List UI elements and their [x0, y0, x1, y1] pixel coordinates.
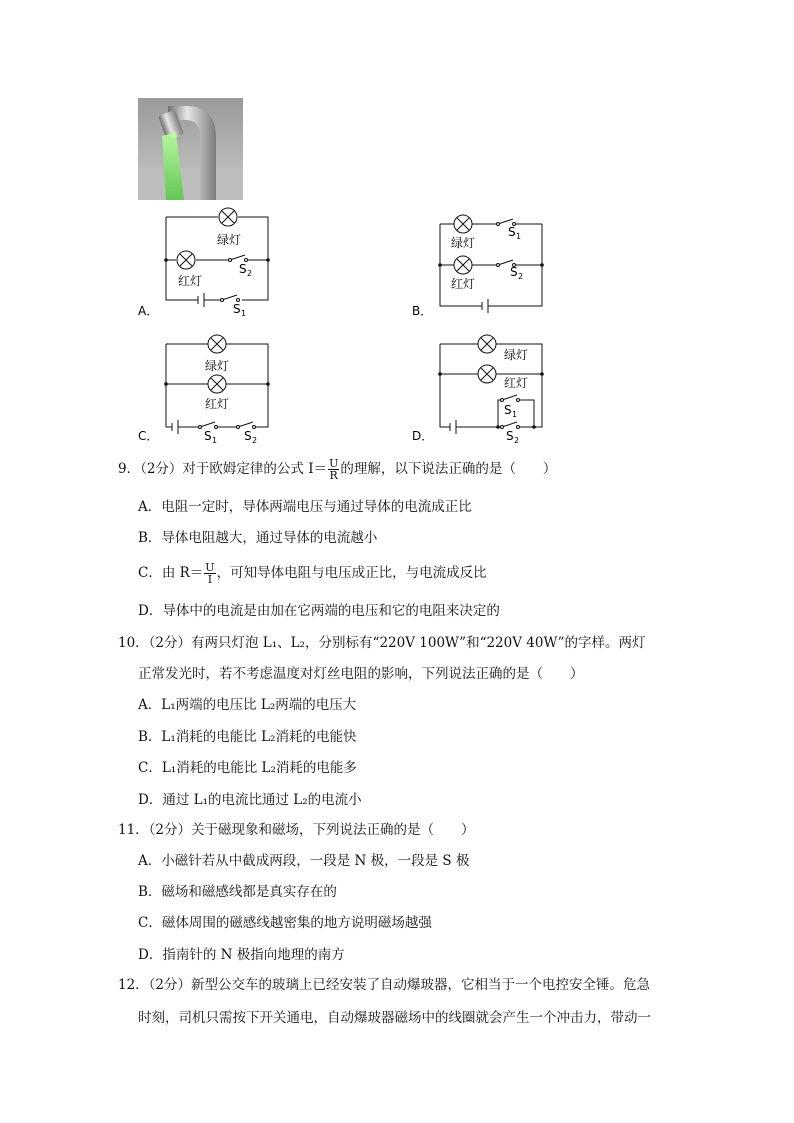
q11-option-b[interactable]: B．磁场和磁感线都是真实存在的 — [138, 884, 337, 900]
fraction-numerator: U — [329, 457, 339, 470]
circuit-diagram-a — [138, 205, 278, 320]
question-10-stem-line1: 10．（2分）有两只灯泡 L₁、L₂，分别标有“220V 100W”和“220V 40W”的字样。两灯 — [118, 635, 646, 651]
switch-s2-label: S — [510, 265, 518, 279]
q9-stem-suffix: 的理解，以下说法正确的是（ ） — [340, 461, 557, 477]
q9-option-b[interactable]: B．导体电阻越大，通过导体的电流越小 — [138, 530, 378, 546]
switch-s1-subscript: 1 — [516, 232, 522, 241]
q10-option-a[interactable]: A．L₁两端的电压比 L₂两端的电压大 — [138, 697, 357, 713]
switch-s2-label: S — [244, 429, 252, 443]
switch-s1-label: S — [233, 302, 241, 316]
circuit-diagram-b — [410, 210, 550, 320]
q9-option-c-suffix: ，可知导体电阻与电压成正比，与电流成反比 — [216, 565, 487, 581]
fraction-numerator: U — [205, 561, 215, 574]
switch-s2-subscript: 2 — [252, 436, 258, 445]
q10-option-c[interactable]: C．L₁消耗的电能比 L₂消耗的电能多 — [138, 760, 357, 776]
switch-s2-subscript: 2 — [247, 269, 253, 278]
q10-option-d[interactable]: D．通过 L₁的电流比通过 L₂的电流小 — [138, 792, 362, 808]
switch-s1-subscript: 1 — [512, 410, 518, 419]
option-c-label: C． — [138, 429, 159, 443]
faucet-photo — [138, 98, 243, 200]
option-a-label: A． — [138, 304, 159, 318]
q11-option-a[interactable]: A．小磁针若从中截成两段，一段是 N 极，一段是 S 极 — [138, 853, 470, 869]
switch-s1-label: S — [504, 403, 512, 417]
green-lamp-label: 绿灯 — [217, 233, 242, 247]
q11-option-c[interactable]: C．磁体周围的磁感线越密集的地方说明磁场越强 — [138, 915, 432, 931]
fraction-denominator: R — [329, 469, 338, 482]
q11-option-d[interactable]: D．指南针的 N 极指向地理的南方 — [138, 947, 345, 963]
red-lamp-label: 红灯 — [451, 277, 476, 291]
switch-s1-label: S — [204, 429, 212, 443]
switch-s2-subscript: 2 — [514, 436, 520, 445]
switch-s1-label: S — [508, 225, 516, 239]
resistance-fraction — [204, 562, 215, 585]
option-d-label: D． — [412, 429, 434, 443]
switch-s1-subscript: 1 — [212, 436, 218, 445]
question-10-stem-line2: 正常发光时，若不考虑温度对灯丝电阻的影响，下列说法正确的是（ ） — [138, 666, 584, 682]
q9-option-c-prefix: C．由 R＝ — [138, 565, 204, 581]
question-11-stem: 11．（2分）关于磁现象和磁场，下列说法正确的是（ ） — [118, 822, 475, 838]
ohm-fraction — [328, 458, 339, 481]
switch-s2-label: S — [506, 429, 514, 443]
green-lamp-label: 绿灯 — [504, 348, 529, 362]
circuit-diagram-d — [410, 332, 550, 447]
q9-option-a[interactable]: A．电阻一定时，导体两端电压与通过导体的电流成正比 — [138, 499, 472, 515]
switch-s2-subscript: 2 — [518, 272, 524, 281]
red-lamp-label: 红灯 — [178, 274, 203, 288]
green-lamp-label: 绿灯 — [205, 359, 230, 373]
question-9-stem — [118, 458, 556, 481]
q9-option-d[interactable]: D．导体中的电流是由加在它两端的电压和它的电阻来决定的 — [138, 603, 500, 619]
switch-s2-label: S — [239, 262, 247, 276]
switch-s1-subscript: 1 — [241, 309, 247, 318]
fraction-denominator: I — [207, 573, 213, 586]
q9-option-c[interactable] — [138, 562, 487, 585]
q9-stem-prefix: 9．（2分）对于欧姆定律的公式 I＝ — [118, 461, 328, 477]
question-12-stem-line1: 12．（2分）新型公交车的玻璃上已经安装了自动爆玻器，它相当于一个电控安全锤。危急 — [118, 977, 651, 993]
red-lamp-label: 红灯 — [504, 376, 529, 390]
circuit-diagram-c — [138, 332, 278, 447]
question-12-stem-line2: 时刻，司机只需按下开关通电，自动爆玻器磁场中的线圈就会产生一个冲击力，带动一 — [138, 1010, 651, 1026]
option-b-label: B． — [412, 304, 433, 318]
red-lamp-label: 红灯 — [205, 397, 230, 411]
green-lamp-label: 绿灯 — [451, 236, 476, 250]
q10-option-b[interactable]: B．L₁消耗的电能比 L₂消耗的电能快 — [138, 729, 357, 745]
